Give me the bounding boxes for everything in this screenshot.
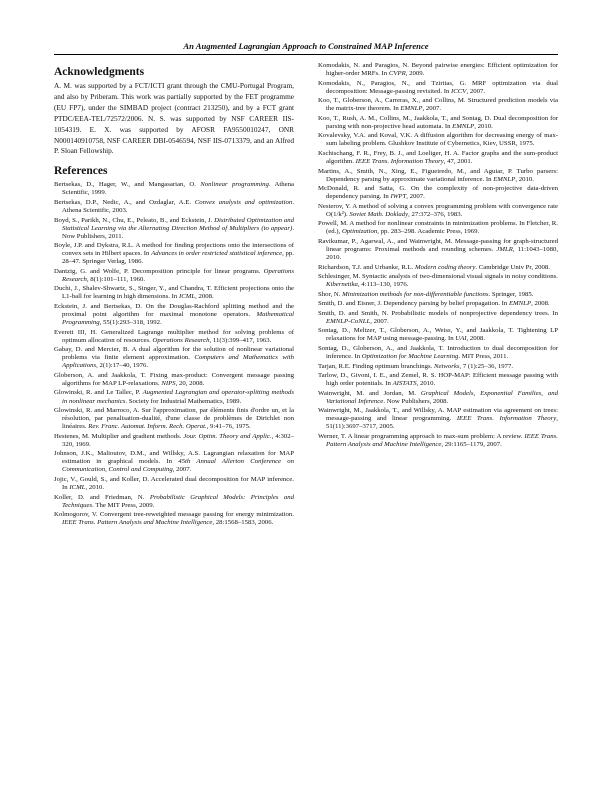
reference-venue: EMNLP-CoNLL (326, 317, 371, 325)
reference-list-right (318, 62, 558, 449)
reference-item (54, 329, 294, 345)
reference-text: Tarjan, R.E. Finding optimum branchings. (318, 362, 434, 370)
reference-item (54, 181, 294, 197)
reference-item (318, 203, 558, 219)
reference-item (318, 363, 558, 371)
reference-venue: Kibernetika (326, 281, 358, 289)
reference-text: Sontag, D., Meltzer, T., Globerson, A., Weiss, Y., and Jaakkola, T. Tightening LP relaxations for MAP using message-passing. In (318, 327, 558, 343)
reference-venue: IEEE Trans. Pattern Analysis and Machine Intelligence (62, 519, 213, 527)
reference-venue: Operations Research (62, 267, 294, 283)
reference-item (54, 407, 294, 431)
reference-details: , 2007. (466, 87, 485, 95)
reference-text: McDonald, R. and Satta, G. On the complexity of non-projective data-driven dependency parsing. In (318, 185, 558, 201)
right-column (318, 62, 558, 451)
reference-text: Koo, T., Globerson, A., Carreras, X., and Collins, M. Structured prediction models via the matrix-tree theorem. In (318, 97, 558, 113)
reference-text: Jojic, V., Gould, S., and Koller, D. Accelerated dual decomposition for MAP inference. In (54, 475, 294, 491)
reference-details: . Athena Scientific, 1999. (62, 181, 294, 197)
reference-text: Nesterov, Y. A method of solving a convex programming problem with convergence rate O(1/k²). (318, 202, 558, 218)
references-heading: References (54, 165, 108, 178)
reference-venue: Nonlinear programming (200, 181, 269, 189)
reference-venue: Augmented Lagrangian and operator-splitting methods in nonlinear mechanics (62, 389, 294, 405)
reference-item (318, 390, 558, 406)
reference-venue: ICML (178, 293, 196, 301)
reference-details: , 2007. (172, 466, 192, 474)
reference-venue: Computers and Mathematics with Applications (62, 354, 295, 370)
reference-text: Richardson, T.J. and Urbanke, R.L. (318, 263, 416, 271)
reference-text: Kovalevsky, V.A. and Koval, V.K. A diffusion algorithm for decreasing energy of max-sum labeling problem. Glushkov Institute of Cybernetics, Kiev, USSR, 1975. (318, 132, 558, 148)
reference-venue: EMNLP (493, 175, 516, 183)
running-head: An Augmented Lagrangian Approach to Constrained MAP Inference (54, 41, 558, 55)
reference-details: . Now Publishers, 2011. (62, 224, 294, 240)
reference-text: Martins, A., Smith, N., Xing, E., Figueiredo, M., and Aguiar, P. Turbo parsers: Dependency parsing by approximate variational inference. In (318, 167, 558, 183)
reference-venue: Minimization methods for non-differentiable functions (342, 290, 489, 298)
reference-text: Gabay, D. and Mercier, B. A dual algorithm for the solution of nonlinear variational problems via finite element approximation. (54, 346, 294, 362)
reference-text: Boyd, S., Parikh, N., Chu, E., Peleato, B., and Eckstein, J. (54, 216, 215, 224)
reference-details: , 2007. (422, 105, 442, 113)
reference-details: , 9:41–76, 1975. (206, 423, 251, 431)
reference-details: , 2007. (370, 317, 389, 325)
reference-details: . Springer, 1985. (488, 290, 534, 298)
reference-venue: UAI (455, 335, 467, 343)
reference-venue: AISTATS (392, 380, 417, 388)
reference-item (318, 310, 558, 326)
reference-item (54, 433, 294, 449)
reference-details: , 2008. (531, 300, 550, 308)
reference-venue: Graphical Models, Exponential Families, and Variational Inference (326, 389, 558, 405)
reference-item (318, 150, 558, 166)
reference-item (54, 511, 294, 527)
reference-item (318, 168, 558, 184)
reference-text: Johnson, J.K., Malioutov, D.M., and Willsky, A.S. Lagrangian relaxation for MAP estimation in graphical models. In (54, 450, 294, 466)
reference-venue: ICML (69, 483, 86, 491)
reference-text: Bertsekas, D., Hager, W., and Mangasarian, O. (54, 181, 201, 189)
reference-text: Shor, N. (318, 290, 343, 298)
reference-item (318, 273, 558, 289)
reference-venue: Modern coding theory (415, 263, 476, 271)
reference-text: Koller, D. and Friedman, N. (54, 493, 150, 501)
reference-text: Kschischang, F. R., Frey, B. J., and Loeliger, H. A. Factor graphs and the sum-product algorithm. (318, 149, 558, 166)
reference-text: Smith, D. and Smith, N. Probabilistic models of nonprojective dependency trees. In (318, 309, 558, 317)
reference-item (318, 220, 558, 236)
acknowledgments-heading: Acknowledgments (54, 66, 145, 78)
reference-details: , 2008. (195, 293, 214, 301)
reference-venue: Probabilistic Graphical Models: Principles and Techniques (62, 493, 294, 509)
reference-venue: IEEE Trans. Information Theory (456, 415, 557, 423)
reference-details: , 29:1165–1179, 2007. (441, 441, 502, 449)
reference-venue: CVPR (388, 70, 406, 78)
reference-item (318, 327, 558, 343)
reference-details: , 2007. (406, 193, 425, 201)
reference-text: Tarlow, D., Givoni, I. E., and Zemel, R. S. HOP-MAP: Efficient message passing with high order potentials. In (318, 372, 558, 388)
reference-item (54, 476, 294, 492)
reference-text: Duchi, J., Shalev-Shwartz, S., Singer, Y., and Chandra, T. Efficient projections onto the L1-ball for learning in high dimensions. In (54, 285, 294, 301)
reference-venue: IWPT (390, 193, 407, 201)
reference-venue: ICCV (451, 87, 467, 95)
reference-item (54, 217, 294, 241)
reference-venue: Rev. Franc. Automat. Inform. Rech. Operat. (88, 423, 207, 431)
reference-details: , 2008. (466, 335, 486, 343)
reference-text: Wainwright, M., Jaakkola, T., and Willsky, A. MAP estimation via agreement on trees: message-passing and linear programming. (318, 407, 558, 423)
reference-venue: Distributed Optimization and Statistical Learning via the Alternating Direction Method of Multipliers (to appear) (62, 216, 294, 232)
reference-venue: 45th Annual Allerton Conference on Communication, Control and Computing (62, 458, 294, 474)
reference-text: Schlesinger, M. Syntactic analysis of two-dimensional visual signals in noisy conditions. (318, 273, 558, 281)
reference-text: Boyle, J.P. and Dykstra, R.L. A method for finding projections onto the intersections of convex sets in Hilbert spaces. In (54, 242, 294, 258)
reference-details: , 2009. (405, 70, 425, 78)
reference-item (54, 494, 294, 510)
reference-details: , pp. 283–298. Academic Press, 1969. (377, 228, 480, 236)
reference-venue: EMNLP (452, 122, 475, 130)
reference-details: , 2(1):17–40, 1976. (96, 362, 149, 370)
reference-text: Kolmogorov, V. Convergent tree-reweighted message passing for energy minimization. (54, 511, 294, 519)
reference-details: . Cambridge Univ Pr, 2008. (475, 263, 550, 271)
reference-item (318, 433, 558, 449)
reference-item (54, 285, 294, 301)
reference-details: , pp. 28–47. Springer Verlag, 1986. (62, 250, 294, 266)
reference-details: . Now Publishers, 2008. (383, 397, 449, 405)
reference-venue: EMNLP (508, 300, 532, 308)
reference-details: . Society for Industrial Mathematics, 1989. (125, 397, 242, 405)
reference-text: Hestenes, M. Multiplier and gradient methods. (54, 432, 184, 440)
reference-item (318, 132, 558, 148)
reference-item (54, 268, 294, 284)
reference-venue: Advances in order restricted statistical inference (151, 250, 283, 258)
reference-venue: NIPS (161, 379, 176, 387)
reference-details: , 47, 2001. (443, 158, 473, 166)
reference-details: , 27:372–376, 1983. (408, 210, 463, 218)
reference-item (318, 345, 558, 361)
reference-text: Glowinski, R. and Le Tallec, P. (54, 389, 143, 397)
reference-details: , 20, 2008. (175, 379, 205, 387)
reference-item (54, 372, 294, 388)
reference-item (318, 62, 558, 78)
reference-details: . The MIT Press, 2009. (92, 501, 155, 509)
reference-item (318, 80, 558, 96)
acknowledgments-text: A. M. was supported by a FCT/ICTI grant through the CMU-Portugal Program, and also by Priberam. This work was partially supported by the FET programme (EU FP7), under the SIMBAD project (contract 213250), and by a FCT grant PTDC/EEA-TEL/72572/2006. N. S. was supported by NSF CAREER IIS-1054319. E. X. was supported by AFOSR FA9550010247, ONR N000140910758, NSF CAREER DBI-0546594, NSF IIS-0713379, and an Alfred P. Sloan Fellowship. (54, 81, 294, 156)
reference-text: Glowinski, R. and Marroco, A. Sur l'approximation, par éléments finis d'ordre un, et la résolution, par penalisation-dualité, d'une classe de problèmes de Dirichlet non linéaires. (54, 407, 294, 431)
reference-text: Powell, M. A method for nonlinear constraints in minimization problems. In Fletcher, R. (ed.), (318, 220, 558, 236)
reference-text: Eckstein, J. and Bertsekas, D. On the Douglas-Rachford splitting method and the proximal point algorithm for maximal monotone operators. (54, 303, 294, 319)
reference-text: Komodakis, N., Paragios, N., and Tziritas, G. MRF optimization via dual decomposition: Message-passing revisited. In (318, 79, 558, 95)
reference-item (318, 372, 558, 388)
reference-text: Dantzig, G. and Wolfe, P. Decomposition principle for linear programs. (54, 267, 264, 275)
reference-details: , 51(11):3697–3717, 2005. (326, 415, 558, 431)
reference-details: , 28:1568–1583, 2006. (212, 519, 274, 527)
reference-venue: Networks (433, 362, 460, 370)
reference-text: Koo, T., Rush, A. M., Collins, M., Jaakkola, T., and Sontag, D. Dual decomposition for parsing with non-projective head automata. In (318, 114, 558, 130)
reference-item (318, 300, 558, 308)
reference-item (54, 346, 294, 370)
reference-item (318, 291, 558, 299)
left-column (54, 66, 294, 529)
reference-details: , 55(1):293–318, 1992. (99, 319, 162, 327)
reference-item (318, 97, 558, 113)
reference-item (318, 264, 558, 272)
reference-details: , 8(1):101–111, 1960. (86, 275, 146, 283)
reference-venue: Mathematical Programming (62, 311, 294, 327)
reference-venue: Operations Research (152, 336, 210, 344)
reference-item (318, 407, 558, 431)
reference-venue: Jour. Optim. Theory and Applic. (183, 432, 272, 440)
reference-venue: Optimization for Machine Learning (361, 353, 459, 361)
reference-venue: EMNLP (400, 105, 423, 113)
reference-venue: IEEE Trans. Pattern Analysis and Machine Intelligence (326, 432, 558, 449)
reference-item (54, 242, 294, 266)
reference-item (318, 115, 558, 131)
reference-text: Smith, D. and Eisner, J. Dependency parsing by belief propagation. In (318, 300, 509, 308)
reference-text: Sontag, D., Globerson, A., and Jaakkola, T. Introduction to dual decomposition for inference. In (318, 345, 558, 361)
reference-details: . Athena Scientific, 2003. (62, 198, 294, 214)
reference-item (318, 238, 558, 262)
reference-details: , 7 (1):25–36, 1977. (459, 362, 514, 370)
reference-item (54, 199, 294, 215)
reference-details: , 4:302–320, 1969. (62, 432, 294, 448)
reference-item (54, 450, 294, 474)
reference-text: Ravikumar, P., Agarwal, A., and Wainwright, M. Message-passing for graph-structured linear programs: Proximal methods and rounding schemes. (318, 237, 558, 253)
reference-text: Komodakis, N. and Paragios, N. Beyond pairwise energies: Efficient optimization for higher-order MRFs. In (318, 62, 558, 78)
reference-text: Bertsekas, D.P., Nedic, A., and Ozdaglar, A.E. (54, 198, 195, 206)
reference-list-left (54, 181, 294, 527)
reference-venue: Soviet Math. Doklady (349, 210, 409, 218)
reference-details: , 11(3):399–417, 1963. (209, 336, 272, 344)
reference-details: , 2010. (85, 483, 105, 491)
reference-venue: Optimization (341, 228, 378, 236)
reference-text: Werner, T. A linear programming approach to max-sum problem: A review. (318, 432, 525, 440)
reference-item (318, 185, 558, 201)
reference-venue: JMLR (496, 245, 513, 253)
reference-item (54, 389, 294, 405)
reference-text: Wainwright, M. and Jordan, M. (318, 389, 421, 397)
reference-details: , 4:113–130, 1976. (357, 281, 409, 289)
reference-text: Everett III, H. Generalized Lagrange multiplier method for solving problems of optimum allocation of resources. (54, 328, 294, 344)
reference-text: Globerson, A. and Jaakkola, T. Fixing max-product: Convergent message passing algorithms for MAP LP-relaxations. (54, 371, 294, 387)
reference-venue: Convex analysis and optimization (194, 198, 293, 206)
reference-item (54, 303, 294, 327)
reference-details: , 2010. (416, 380, 436, 388)
reference-details: , 2010. (474, 122, 493, 130)
reference-details: , 2010. (515, 175, 534, 183)
reference-details: , 11:1043–1080, 2010. (326, 245, 559, 262)
reference-venue: IEEE Trans. Information Theory (355, 158, 444, 166)
reference-details: . MIT Press, 2011. (458, 353, 509, 361)
